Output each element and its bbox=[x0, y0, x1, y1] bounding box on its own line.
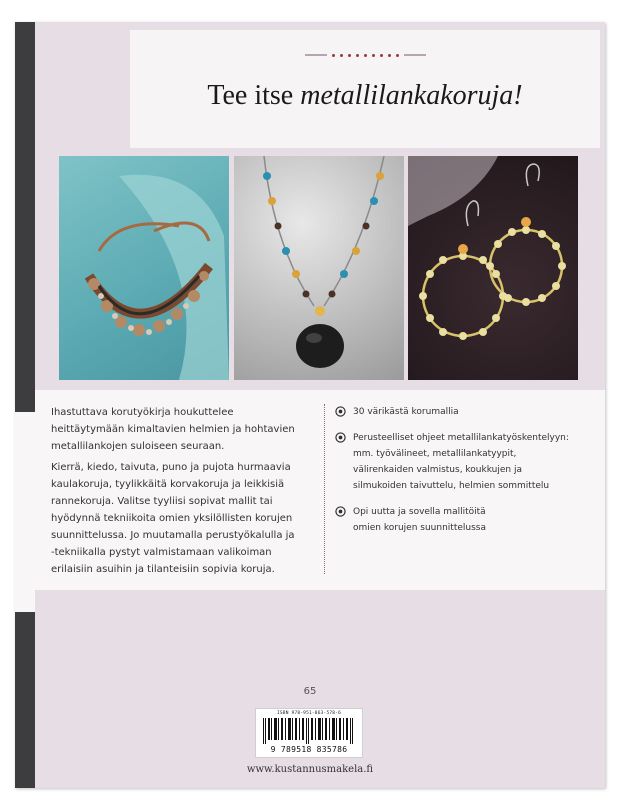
description-text bbox=[51, 404, 301, 582]
dotted-divider bbox=[324, 404, 325, 574]
dot-ornament-icon bbox=[280, 50, 450, 60]
barcode-bars-icon bbox=[261, 718, 357, 744]
flower-bullet-icon bbox=[335, 406, 346, 417]
list-item-text: silmukoiden taivuttelu, helmien sommittelu bbox=[353, 481, 550, 491]
title-plain: Tee itse bbox=[207, 80, 301, 111]
photo-hoop-earrings bbox=[408, 156, 578, 380]
title-banner bbox=[130, 30, 600, 148]
list-item-text: 30 värikästä korumallia bbox=[353, 407, 459, 417]
list-item-text: Opi uutta ja sovella mallitöitä bbox=[353, 507, 486, 517]
spine-edge-top bbox=[15, 22, 35, 412]
list-item bbox=[335, 504, 597, 536]
spine-edge-bottom bbox=[15, 612, 35, 788]
flower-bullet-icon bbox=[335, 506, 346, 517]
list-item-text: omien korujen suunnittelussa bbox=[353, 523, 486, 533]
photo-crystal-necklace bbox=[234, 156, 404, 380]
page-number: 65 bbox=[303, 686, 317, 697]
list-item-text: välirenkaiden valmistus, koukkujen ja bbox=[353, 465, 522, 475]
list-item bbox=[335, 430, 597, 494]
description-panel bbox=[35, 390, 605, 590]
flower-bullet-icon bbox=[335, 432, 346, 443]
list-item-text: Perusteelliset ohjeet metallilankatyöskentelyyn: bbox=[353, 433, 569, 443]
publisher-website: www.kustannusmakela.fi bbox=[246, 764, 374, 775]
cover-title bbox=[130, 80, 600, 112]
title-italic: metallilankakoruja! bbox=[300, 80, 523, 111]
list-item-text: mm. työvälineet, metallilankatyypit, bbox=[353, 449, 517, 459]
photo-leather-necklace bbox=[59, 156, 229, 380]
barcode bbox=[255, 708, 363, 758]
barcode-number: 9 789518 835786 bbox=[270, 745, 348, 754]
list-item bbox=[335, 404, 597, 420]
isbn-text: ISBN 978-951-863-578-6 bbox=[276, 711, 341, 716]
feature-list bbox=[335, 404, 597, 546]
book-back-cover bbox=[15, 22, 605, 788]
spine-edge-middle bbox=[15, 412, 35, 612]
description-paragraph: Ihastuttava korutyökirja houkuttelee heittäytymään kimaltavien helmien ja hohtavien metallilankojen suloiseen seuraan. bbox=[51, 407, 295, 452]
description-paragraph: Kierrä, kiedo, taivuta, puno ja pujota hurmaavia kaulakoruja, tyylikkäitä korvakoruja ja leikkisiä rannekoruja. Valitse tyyliisi sopivat mallit tai hyödynnä tekniikoita omien yksilöllisten korujen suunnittelussa. Jo muutamalla perustyökalulla ja -tekniikalla pystyt valmistamaan valikoiman erilaisiin asuihin ja tilanteisiin sopivia koruja. bbox=[51, 462, 295, 575]
